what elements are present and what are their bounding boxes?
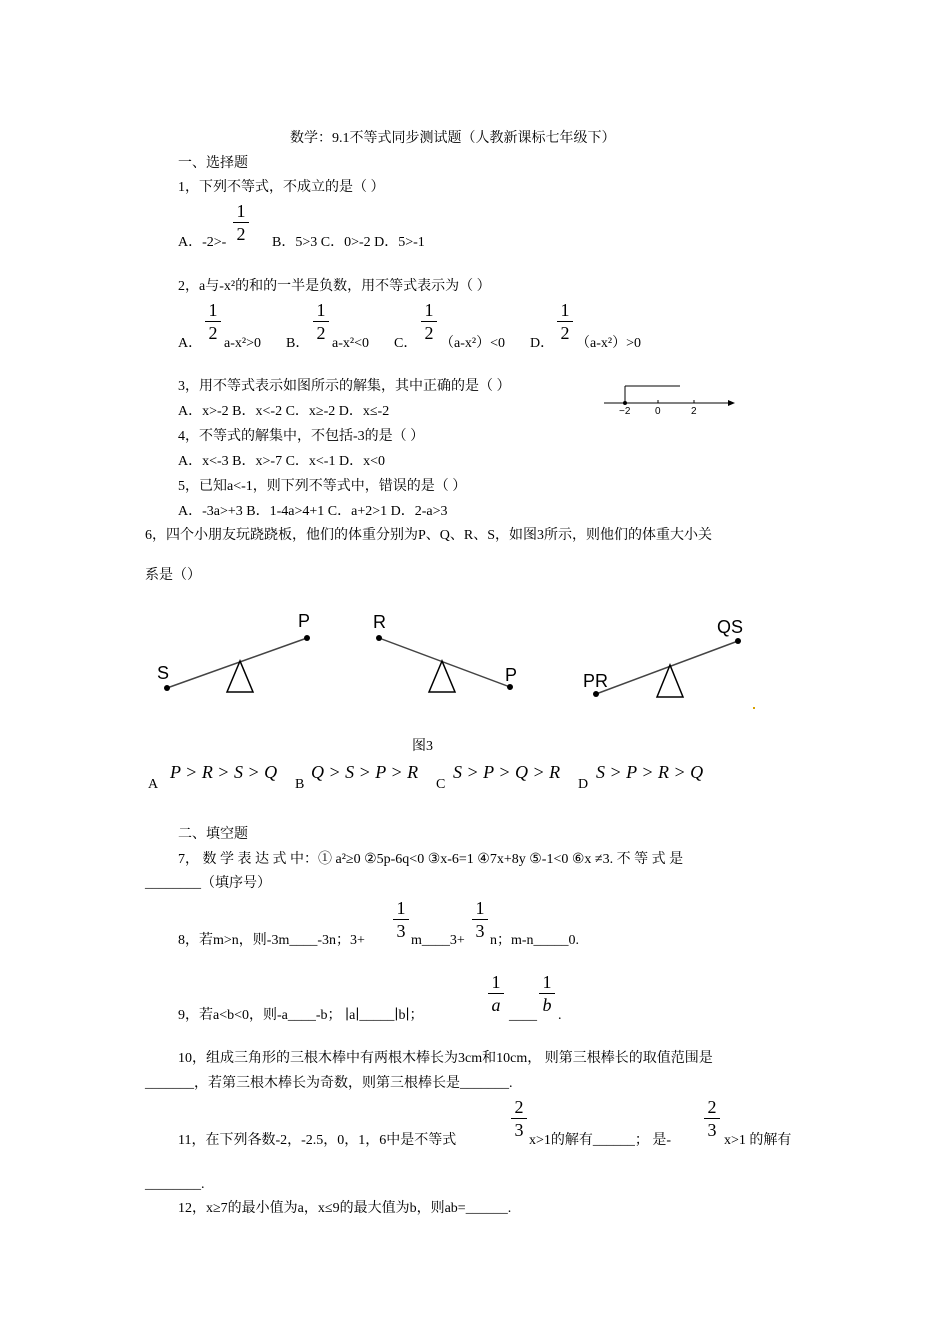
seesaw-label: R xyxy=(373,612,386,632)
question-2-label-c: C． xyxy=(394,336,418,351)
question-6-stem-line1: 6，四个小朋友玩跷跷板，他们的体重分别为P、Q、R、S，如图3所示，则他们的体重大小关 xyxy=(145,528,713,543)
question-11-part2: x>1的解有______； 是- xyxy=(529,1133,672,1148)
seesaw-label: QS xyxy=(717,617,744,637)
question-4-stem: 4，不等式的解集中，不包括-3的是（ ） xyxy=(178,429,425,444)
axis-label: 0 xyxy=(655,406,661,417)
question-9-part1: 9，若a<b<0，则-a____-b； ∣a∣_____∣b∣； xyxy=(178,1008,424,1023)
fraction: 2 3 xyxy=(511,1097,527,1140)
question-6-option-d: S > P > R > Q xyxy=(596,762,704,782)
question-9-end: . xyxy=(558,1008,562,1023)
question-8-part1: 8，若m>n，则-3m____-3n；3+ xyxy=(178,933,365,948)
axis-label: 2 xyxy=(691,406,697,417)
seesaw-figure xyxy=(140,605,800,715)
question-2-expr-b: a-x²<0 xyxy=(332,336,369,351)
question-6-label-c: C xyxy=(436,777,446,792)
question-6-label-b: B xyxy=(295,777,305,792)
question-2-label-a: A． xyxy=(178,336,203,351)
question-10-line1: 10，组成三角形的三根木棒中有两根木棒长为3cm和10cm， 则第三根棒长的取值范围是 xyxy=(178,1051,713,1066)
seesaw-2 xyxy=(373,612,517,692)
fraction: 1 3 xyxy=(393,898,409,941)
section-heading: 一、选择题 xyxy=(178,156,248,171)
question-2-expr-d: （a-x²）>0 xyxy=(576,336,641,351)
seesaw-1 xyxy=(157,611,310,692)
question-5-stem: 5，已知a<-1，则下列不等式中，错误的是（ ） xyxy=(178,479,467,494)
question-7-line1: 7， 数 学 表 达 式 中：① a²≥0 ②5p-6q<0 ③x-6=1 ④7x+8y ⑤-1<0 ⑥x ≠3. 不 等 式 是 xyxy=(178,852,684,867)
fraction: 1 2 xyxy=(557,300,573,343)
fraction: 1 b xyxy=(539,972,555,1015)
number-line-figure xyxy=(600,382,740,422)
question-6-option-a: P > R > S > Q xyxy=(170,762,278,782)
question-11-part3: x>1 的解有 xyxy=(724,1133,792,1148)
question-2-expr-c: （a-x²）<0 xyxy=(440,336,505,351)
question-9-blank: ____ xyxy=(509,1008,537,1023)
seesaw-label: P xyxy=(505,665,518,685)
page-title: 数学：9.1不等式同步测试题（人教新课标七年级下） xyxy=(290,131,616,146)
question-1-option-a: A．-2>- xyxy=(178,235,227,250)
figure-caption: 图3 xyxy=(412,739,433,754)
question-7-line2: ________（填序号） xyxy=(145,876,271,891)
question-6-option-c: S > P > Q > R xyxy=(453,762,561,782)
question-6-label-d: D xyxy=(578,777,589,792)
fraction: 1 2 xyxy=(233,201,249,244)
question-6-option-b: Q > S > P > R xyxy=(311,762,419,782)
fraction: 1 a xyxy=(488,972,504,1015)
question-4-options: A．x<-3 B．x>-7 C．x<-1 D．x<0 xyxy=(178,454,385,469)
question-3-stem: 3，用不等式表示如图所示的解集，其中正确的是（ ） xyxy=(178,379,511,394)
section-heading: 二、填空题 xyxy=(178,827,248,842)
decorative-dot xyxy=(753,707,755,709)
fraction: 1 2 xyxy=(205,300,221,343)
question-1-stem: 1，下列不等式，不成立的是（ ） xyxy=(178,180,385,195)
question-2-label-b: B． xyxy=(286,336,310,351)
question-8-part2: m____3+ xyxy=(411,933,465,948)
seesaw-label: P xyxy=(298,611,311,631)
question-12: 12，x≥7的最小值为a，x≤9的最大值为b，则ab=______. xyxy=(178,1201,512,1216)
question-6-stem-line2: 系是（） xyxy=(145,568,201,583)
question-5-options: A．-3a>+3 B．1-4a>4+1 C．a+2>1 D．2-a>3 xyxy=(178,504,448,519)
question-3-options: A．x>-2 B．x<-2 C．x≥-2 D．x≤-2 xyxy=(178,404,390,419)
fraction: 1 2 xyxy=(313,300,329,343)
axis-label: −2 xyxy=(619,406,631,417)
question-2-expr-a: a-x²>0 xyxy=(224,336,261,351)
fraction: 1 2 xyxy=(421,300,437,343)
fraction: 2 3 xyxy=(704,1097,720,1140)
question-8-part3: n；m-n_____0. xyxy=(490,933,580,948)
seesaw-label: PR xyxy=(583,671,609,691)
seesaw-3 xyxy=(583,617,743,697)
question-10-line2: _______，若第三根木棒长为奇数，则第三根棒长是_______. xyxy=(145,1076,513,1091)
question-11-part1: 11，在下列各数-2，-2.5，0，1，6中是不等式 xyxy=(178,1133,457,1148)
fraction: 1 3 xyxy=(472,898,488,941)
question-2-label-d: D． xyxy=(530,336,555,351)
question-2-stem: 2，a与-x²的和的一半是负数，用不等式表示为（ ） xyxy=(178,279,491,294)
question-1-options: B．5>3 C．0>-2 D．5>-1 xyxy=(272,235,425,250)
question-6-label-a: A xyxy=(148,777,159,792)
question-11-line2: ________. xyxy=(145,1177,205,1192)
seesaw-label: S xyxy=(157,663,170,683)
